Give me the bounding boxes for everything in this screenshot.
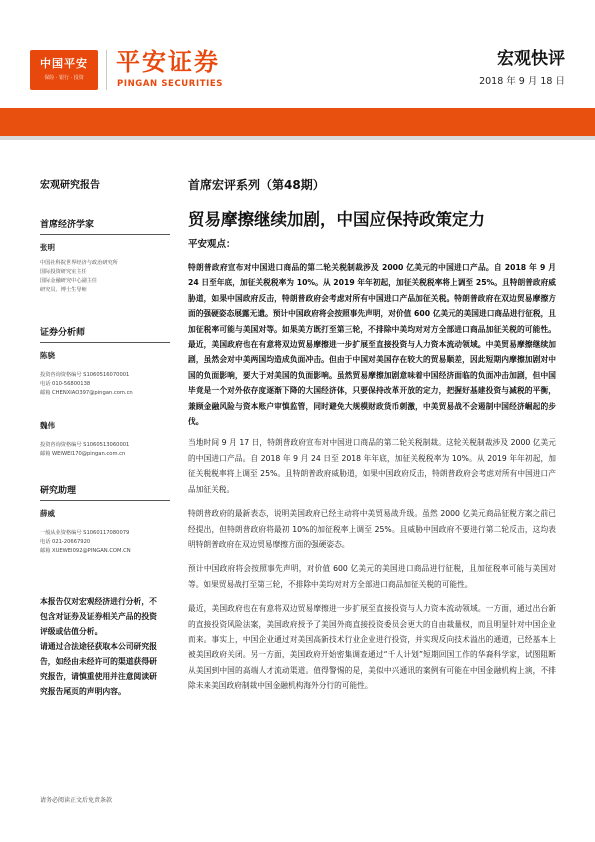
analyst-name: 陈骁: [40, 351, 55, 360]
logo-main-text: 中国平安: [40, 57, 88, 70]
chief-economist-roles: 中国社科院世界经济与政治研究所 国际投资研究室主任 国际金融研究中心副主任 研究员、博士生导师: [40, 260, 118, 293]
report-date: 2018 年 9 月 18 日: [479, 76, 565, 87]
header-grey-band: [0, 136, 595, 140]
chief-economist-name: 张明: [40, 243, 55, 252]
report-series: 首席宏评系列（第48期）: [188, 178, 325, 192]
header-accent-band: [0, 108, 595, 136]
sidebar-rule: [40, 234, 170, 235]
body-paragraph: 预计中国政府将会按照事先声明，对价值 600 亿美元的美国进口商品进行征税，且加征税率可能与美国对等。如果贸易战打至第三轮，不排除中美均对对方全部进口商品加征关税的可能性。: [188, 564, 556, 589]
logo-sub-text: 保险 · 银行 · 投资: [44, 75, 84, 81]
research-disclaimer: 本报告仅对宏观经济进行分析，不 包含对证券及证券相关产品的投资 评级或估值分析。 请通过合法途径获取本公司研究报 告，如经由未经许可的渠道获得研 究报告，请慎重使用并注意阅读研 究报告尾页的声明内容。: [40, 597, 157, 696]
sidebar-rule: [40, 500, 170, 501]
research-assistant-title: 研究助理: [40, 486, 77, 496]
body-text: [188, 260, 556, 694]
research-assistant-contact: 一般从业资格编号 S1060117080079 电话 021-20667920 邮箱 XUEWEI092@PINGAN.COM.CN: [40, 530, 131, 554]
sidebar-rule: [40, 342, 170, 343]
summary-paragraph: 特朗普政府宣布对中国进口商品的第二轮关税制裁涉及 2000 亿美元的中国进口产品。自 2018 年 9 月 24 日至年底，加征关税税率为 10%。从 2019 年年初起，加征关税税率将上调至 25%。且特朗普政府威胁道，如果中国政府反击，特朗普政府会考虑对所有中国进口产品加征关税。特朗普政府在双边贸易摩擦方面的强硬姿态展露无遗。预计中国政府将会按照事先声明，对价值 600 亿美元的美国进口商品进行征税，且加征税率可能与美国对等。如果美方既打至第三轮，不排除中美均对对方全部进口商品加征关税的可能性。最近，美国政府也在有意将双边贸易摩擦进一步扩展至直接投资与人力资本流动领域。中美贸易摩擦继续加剧，虽然会对中美两国均造成负面冲击。但由于中国对美国存在较大的贸易顺差，因此短期内摩擦加剧对中国的负面影响，要大于对美国的负面影响。虽然贸易摩擦加剧意味着中国经济面临的负面冲击加剧，但中国毕竟是一个对外依存度逐渐下降的大国经济体，只要保持改革开放的定力，把握好基建投资与减税的平衡，兼顾金融风险与资本账户审慎监管，同时避免大规模财政货币刺激，中美贸易战不会遏制中国经济崛起的步伐。: [188, 263, 556, 427]
body-paragraph: 最近，美国政府也在有意将双边贸易摩擦进一步扩展至直接投资与人力资本流动领域。一方面，通过出台新的直接投资风险法案，美国政府授予了美国外商直接投资委员会更大的自由裁量权，而且明显针对中国企业而来。事实上，中国企业通过对美国高新技术行业企业进行投资，并实现反向技术溢出的通道，已经基本上被美国政府关闭。另一方面，美国政府开始密集调查通过“千人计划”短期回国工作的华裔科学家，试图阻断从美国到中国的高端人才流动渠道。值得警惕的是，美似中兴通讯的案例有可能在中国金融机构上演，不排除未来美国政府制裁中国金融机构海外分行的可能性。: [188, 604, 556, 691]
body-paragraph: 特朗普政府的最新表态，说明美国政府已经主动将中美贸易战升级。虽然 2000 亿美元商品征税方案之前已经提出，但特朗普政府将最初 10%的加征税率上调至 25%。且威胁中国政府不要进行第二轮反击，这均表明特朗普政府在双边贸易摩擦方面的强硬姿态。: [188, 509, 556, 549]
chief-economist-title: 首席经济学家: [40, 220, 95, 230]
analyst-contact: 投资咨询资格编号 S1060516070001 电话 010-56800138 邮箱 CHENXIAO397@pingan.com.cn: [40, 372, 133, 396]
analyst-section-title: 证券分析师: [40, 328, 86, 338]
footer-disclaimer: 请务必阅读正文后免责条款: [40, 797, 113, 804]
main-content: [188, 176, 556, 691]
key-views-heading: 平安观点：: [188, 239, 236, 250]
report-headline: 贸易摩擦继续加剧，中国应保持政策定力: [188, 210, 485, 229]
brand-name-cn: 平安证券: [116, 48, 220, 76]
report-category: 宏观研究报告: [40, 180, 100, 191]
analyst-name: 魏伟: [40, 421, 55, 430]
pingan-group-logo: [30, 50, 98, 90]
research-assistant-name: 薛威: [40, 509, 55, 518]
analyst-contact: 投资咨询资格编号 S1060513060001 邮箱 WEIWEI170@pingan.com.cn: [40, 442, 130, 457]
sidebar: [40, 176, 170, 699]
brand-name-en: PINGAN SECURITIES: [117, 79, 223, 89]
report-type: 宏观快评: [497, 49, 565, 69]
body-paragraph: 当地时间 9 月 17 日，特朗普政府宣布对中国进口商品的第二轮关税制裁。这轮关税制裁涉及 2000 亿美元的中国进口产品。自 2018 年 9 月 24 日至 2018 年年底，加征关税税率为 10%。从 2019 年年初起，加征关税税率将上调至 25%。且特朗普政府威胁道，如果中国政府反击，特朗普政府会考虑对所有中国进口产品加征关税。: [188, 438, 556, 494]
brand-divider: [106, 50, 107, 90]
